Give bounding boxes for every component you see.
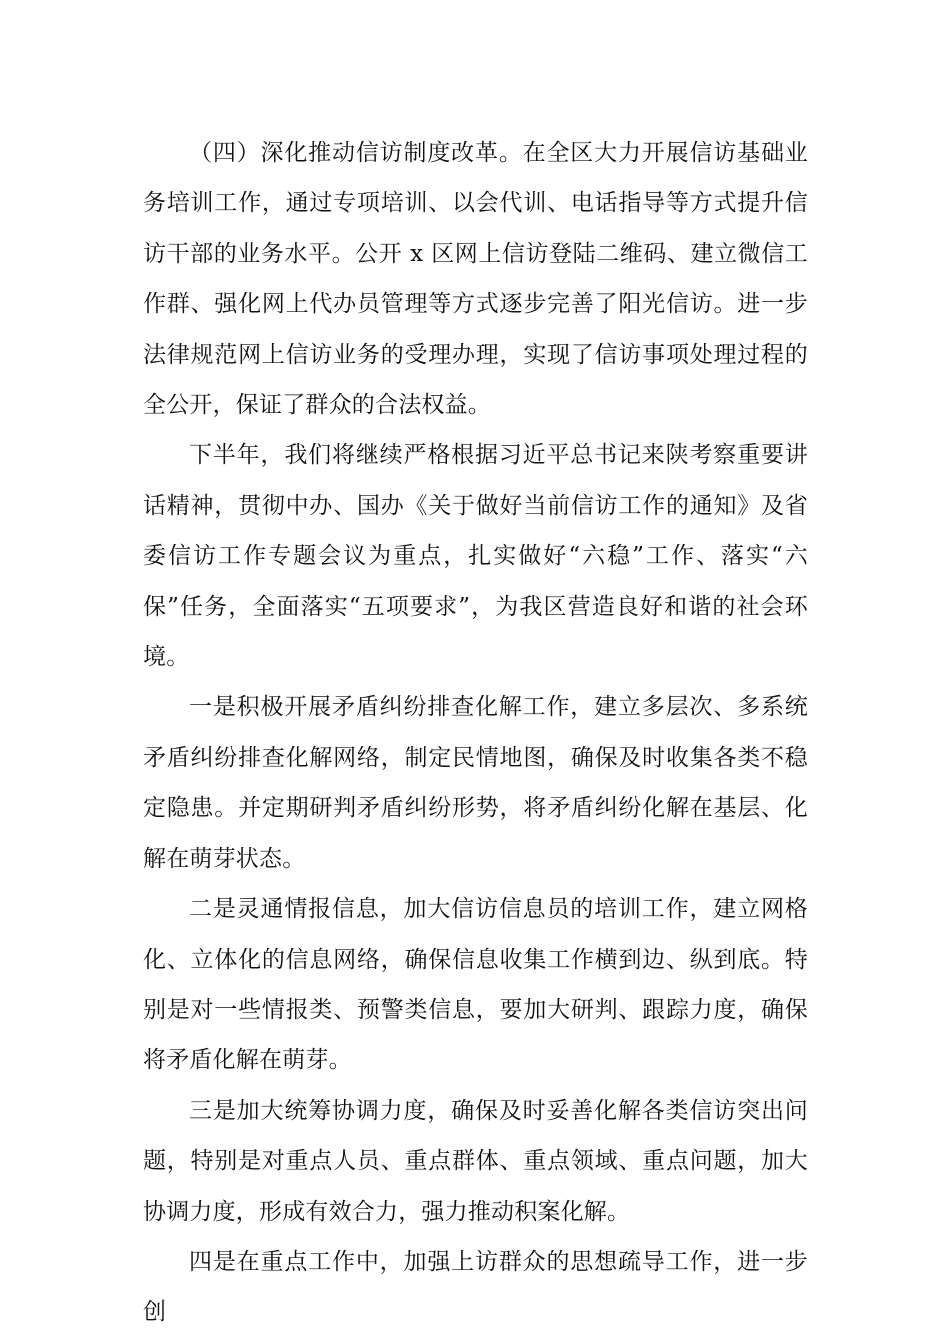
document-body: [143, 128, 808, 1338]
paragraph-item-four: 四是在重点工作中，加强上访群众的思想疏导工作，进一步创: [143, 1248, 808, 1326]
paragraph-item-one: 一是积极开展矛盾纠纷排查化解工作，建立多层次、多系统矛盾纠纷排查化解网络，制定民情地图，确保及时收集各类不稳定隐患。并定期研判矛盾纠纷形势，将矛盾纠纷化解在基层、化解在萌芽状态。: [143, 694, 808, 872]
paragraph-reform: （四）深化推动信访制度改革。在全区大力开展信访基础业务培训工作，通过专项培训、以会代训、电话指导等方式提升信访干部的业务水平。公开 x 区网上信访登陆二维码、建立微信工作群、强化网上代办员管理等方式逐步完善了阳光信访。进一步法律规范网上信访业务的受理办理，实现了信访事项处理过程的全公开，保证了群众的合法权益。: [143, 140, 808, 419]
paragraph-item-two: 二是灵通情报信息，加大信访信息员的培训工作，建立网格化、立体化的信息网络，确保信息收集工作横到边、纵到底。特别是对一些情报类、预警类信息，要加大研判、跟踪力度，确保将矛盾化解在萌芽。: [143, 896, 808, 1074]
paragraph-second-half-plan: 下半年，我们将继续严格根据习近平总书记来陕考察重要讲话精神，贯彻中办、国办《关于做好当前信访工作的通知》及省委信访工作专题会议为重点，扎实做好“六稳”工作、落实“六保”任务，全面落实“五项要求”，为我区营造良好和谐的社会环境。: [143, 442, 808, 671]
paragraph-item-three: 三是加大统筹协调力度，确保及时妥善化解各类信访突出问题，特别是对重点人员、重点群体、重点领域、重点问题，加大协调力度，形成有效合力，强力推动积案化解。: [143, 1097, 808, 1225]
